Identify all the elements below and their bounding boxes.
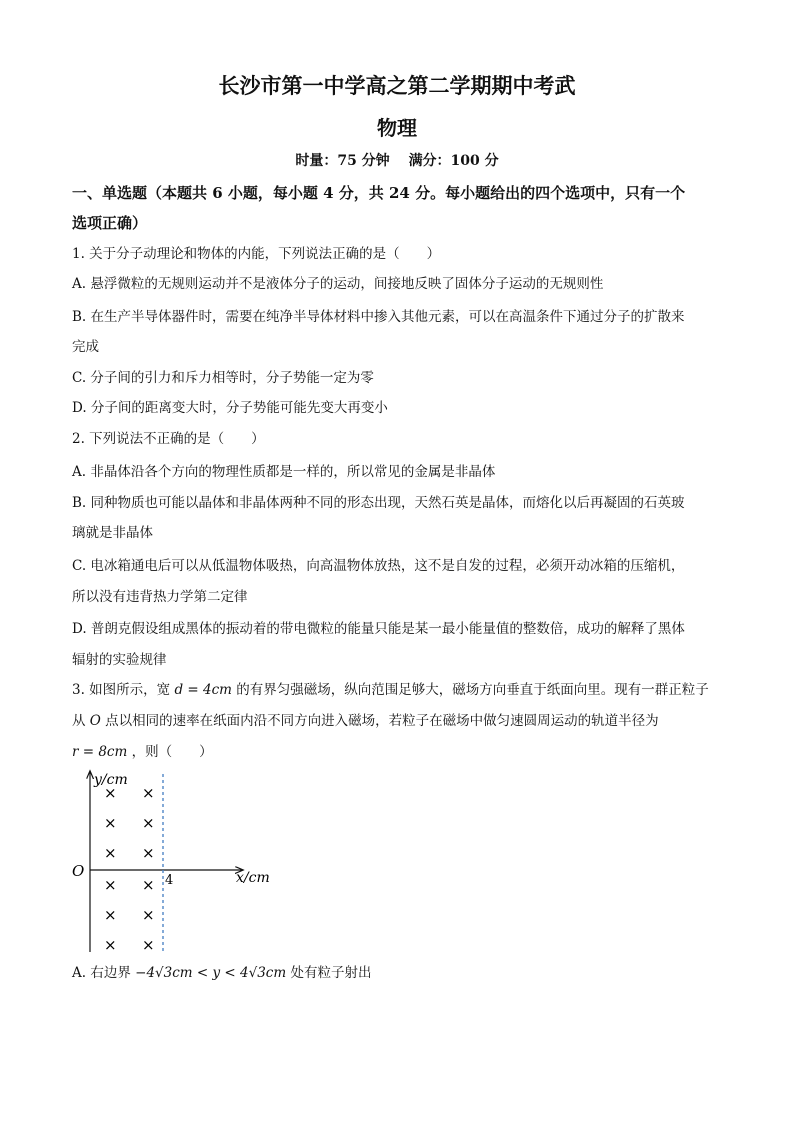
origin-label: O [72, 862, 85, 880]
boundary-tick-label: 4 [165, 873, 174, 888]
field-cross: × [142, 784, 155, 802]
q3-line2 [72, 711, 732, 731]
q3-line2-text-a: 从 [72, 713, 86, 729]
q2-option-b-line1: B. 同种物质也可能以晶体和非晶体两种不同的形态出现，天然石英是晶体，而熔化以后再凝固的石英玻 [72, 495, 685, 511]
q3-line2-text-b: 点以相同的速率在纸面内沿不同方向进入磁场，若粒子在磁场中做匀速圆周运动的轨道半径为 [105, 713, 659, 729]
field-cross: × [142, 876, 155, 894]
magnetic-field-figure [66, 766, 286, 962]
exam-meta [0, 150, 794, 170]
full-score: 满分：100 分 [408, 153, 499, 169]
field-cross: × [104, 844, 117, 862]
section-heading-line1: 一、单选题（本题共 6 小题，每小题 4 分，共 24 分。每小题给出的四个选项中，只有一个 [72, 184, 686, 202]
q1-option-b-line1: B. 在生产半导体器件时，需要在纯净半导体材料中掺入其他元素，可以在高温条件下通过分子的扩散来 [72, 309, 685, 325]
q3-option-a [72, 963, 732, 983]
q3-line3 [72, 742, 732, 762]
time-limit: 时量：75 分钟 [295, 153, 390, 169]
q2-option-d-line1: D. 普朗克假设组成黑体的振动着的带电微粒的能量只能是某一最小能量值的整数倍，成功的解释了黑体 [72, 621, 685, 637]
field-cross: × [142, 936, 155, 954]
q3-radius-formula: r = 8cm [72, 744, 128, 760]
field-cross: × [104, 876, 117, 894]
field-cross: × [104, 784, 117, 802]
field-cross: × [142, 844, 155, 862]
q3-width-formula: d = 4cm [174, 682, 232, 698]
exam-title: 长沙市第一中学高之第二学期期中考武 [218, 73, 576, 98]
q3-line1-text-b: 的有界匀强磁场，纵向范围足够大，磁场方向垂直于纸面向里。现有一群正粒子 [236, 682, 709, 698]
q1-option-b-line2: 完成 [72, 339, 99, 355]
q3-origin-symbol: O [89, 713, 101, 729]
field-cross: × [142, 906, 155, 924]
q2-option-c-line2: 所以没有违背热力学第二定律 [72, 589, 248, 605]
subject-title: 物理 [377, 116, 417, 140]
q1-option-c: C. 分子间的引力和斥力相等时，分子势能一定为零 [72, 370, 374, 386]
q2-option-d-line2: 辐射的实验规律 [72, 652, 167, 668]
y-axis-label: y/cm [94, 772, 128, 788]
q2-stem: 2. 下列说法不正确的是（ ） [72, 431, 265, 447]
q3-option-a-text-a: A. 右边界 [72, 965, 131, 981]
q3-option-a-range: −4√3cm < y < 4√3cm [135, 965, 287, 981]
q3-line3-text-b: ，则（ ） [131, 744, 213, 760]
q2-option-a: A. 非晶体沿各个方向的物理性质都是一样的，所以常见的金属是非晶体 [72, 464, 496, 480]
x-axis-label: x/cm [236, 870, 270, 886]
q3-line1 [72, 680, 732, 700]
q2-option-c-line1: C. 电冰箱通电后可以从低温物体吸热，向高温物体放热，这不是自发的过程，必须开动冰箱的压缩机， [72, 558, 685, 574]
q1-option-a: A. 悬浮微粒的无规则运动并不是液体分子的运动，间接地反映了固体分子运动的无规则性 [72, 276, 604, 292]
q2-option-b-line2: 璃就是非晶体 [72, 525, 153, 541]
field-cross: × [142, 814, 155, 832]
q1-option-d: D. 分子间的距离变大时，分子势能可能先变大再变小 [72, 400, 388, 416]
q1-stem: 1. 关于分子动理论和物体的内能，下列说法正确的是（ ） [72, 246, 441, 262]
field-crosses [104, 784, 155, 954]
q3-option-a-text-b: 处有粒子射出 [290, 965, 372, 981]
field-cross: × [104, 906, 117, 924]
field-cross: × [104, 936, 117, 954]
field-cross: × [104, 814, 117, 832]
section-heading-line2: 选项正确） [72, 214, 148, 232]
q3-line1-text-a: 3. 如图所示，宽 [72, 682, 171, 698]
